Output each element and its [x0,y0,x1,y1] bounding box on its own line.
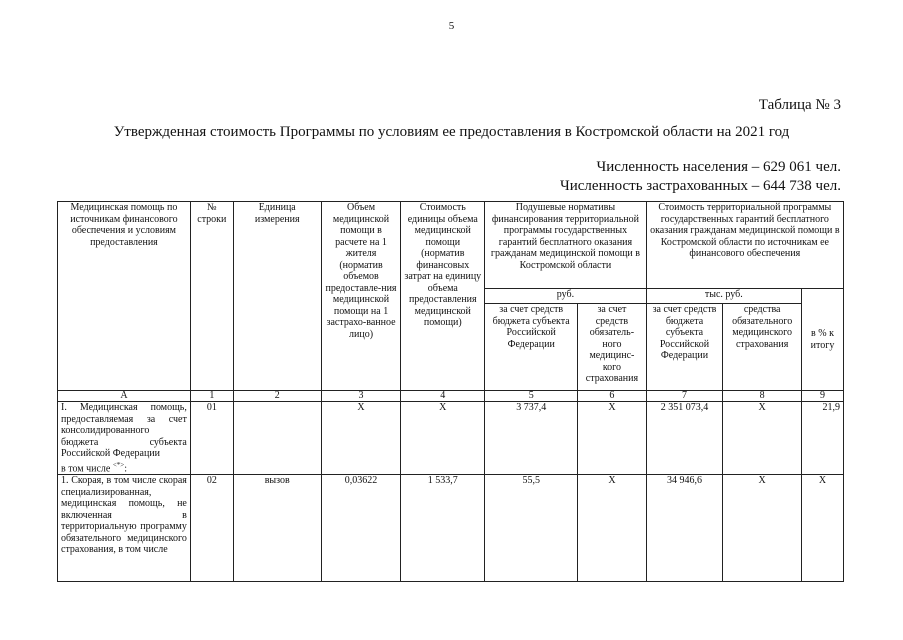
header-col-a: Медицинская помощь по источникам финансового обеспечения и условиям предоставления [58,202,191,391]
row-volume: Х [321,402,401,475]
header-col-8: средства обязательного медицинского страхования [723,304,802,391]
index-cell: А [58,391,191,402]
header-unit-rub: руб. [485,289,646,304]
cost-table [57,201,844,582]
index-cell: 1 [190,391,233,402]
index-cell: 6 [578,391,646,402]
row-norm-budget: 55,5 [485,475,578,582]
header-col-7: за счет средств бюджета субъекта Российской Федерации [646,304,723,391]
row-label [58,402,191,475]
row-unit: вызов [233,475,321,582]
row-cost-oms: Х [723,475,802,582]
index-cell: 5 [485,391,578,402]
header-col-4: Стоимость единицы объема медицинской помощи (норматив финансовых затрат на единицу объема предоставления медицинской помощи) [401,202,485,391]
header-col-2: Единица измерения [233,202,321,391]
row-percent: Х [802,475,844,582]
population-count: Численность населения – 629 061 чел. [596,159,841,175]
table-row [58,402,844,475]
page-number: 5 [448,20,455,32]
index-cell: 2 [233,391,321,402]
row-norm-oms: Х [578,402,646,475]
row-label-end: : [124,462,128,474]
index-cell: 9 [802,391,844,402]
header-col-3: Объем медицинской помощи в расчете на 1 жителя (норматив объемов предоставле-ния медицинской помощи на 1 застрахо-ванное лицо) [321,202,401,391]
header-unit-thousand-rub: тыс. руб. [646,289,801,304]
table-row [58,475,844,582]
index-cell: 3 [321,391,401,402]
header-col-1: № строки [190,202,233,391]
row-norm-oms: Х [578,475,646,582]
row-cost-budget: 2 351 073,4 [646,402,723,475]
row-line-number: 02 [190,475,233,582]
row-volume: 0,03622 [321,475,401,582]
row-line-number: 01 [190,402,233,475]
table-label: Таблица № 3 [758,97,841,113]
index-cell: 4 [401,391,485,402]
row-label: 1. Скорая, в том числе скорая специализированная, медицинская помощь, не включенная в территориальную программу обязательного медицинского страхования, в том числе [58,475,191,582]
header-col-5: за счет средств бюджета субъекта Российской Федерации [485,304,578,391]
footnote-marker: <*> [112,460,125,469]
header-col-6: за счет средств обязатель-ного медицинс-кого страхования [578,304,646,391]
row-unit [233,402,321,475]
row-percent: 21,9 [802,402,844,475]
row-label-text: I. Медицинская помощь, предоставляемая за счет консолидированного бюджета субъекта Российской Федерации [61,402,187,459]
header-row-1 [58,202,844,289]
row-unit-cost: 1 533,7 [401,475,485,582]
row-norm-budget: 3 737,4 [485,402,578,475]
row-label-suffix: в том числе [61,462,111,474]
row-cost-oms: Х [723,402,802,475]
insured-count: Численность застрахованных – 644 738 чел. [560,178,841,194]
row-unit-cost: Х [401,402,485,475]
header-col-9: в % к итогу [802,289,844,391]
document-title: Утвержденная стоимость Программы по условиям ее предоставления в Костромской области на 2021 год [113,124,790,140]
index-cell: 8 [723,391,802,402]
row-cost-budget: 34 946,6 [646,475,723,582]
index-cell: 7 [646,391,723,402]
population-stats [560,158,841,196]
header-group-normatives: Подушевые нормативы финансирования территориальной программы государственных гарантий бесплатного оказания гражданам медицинской помощи в Костромской области [485,202,646,289]
column-index-row [58,391,844,402]
header-group-cost: Стоимость территориальной программы государственных гарантий бесплатного оказания гражданам медицинской помощи в Костромской области по источникам ее финансового обеспечения [646,202,843,289]
